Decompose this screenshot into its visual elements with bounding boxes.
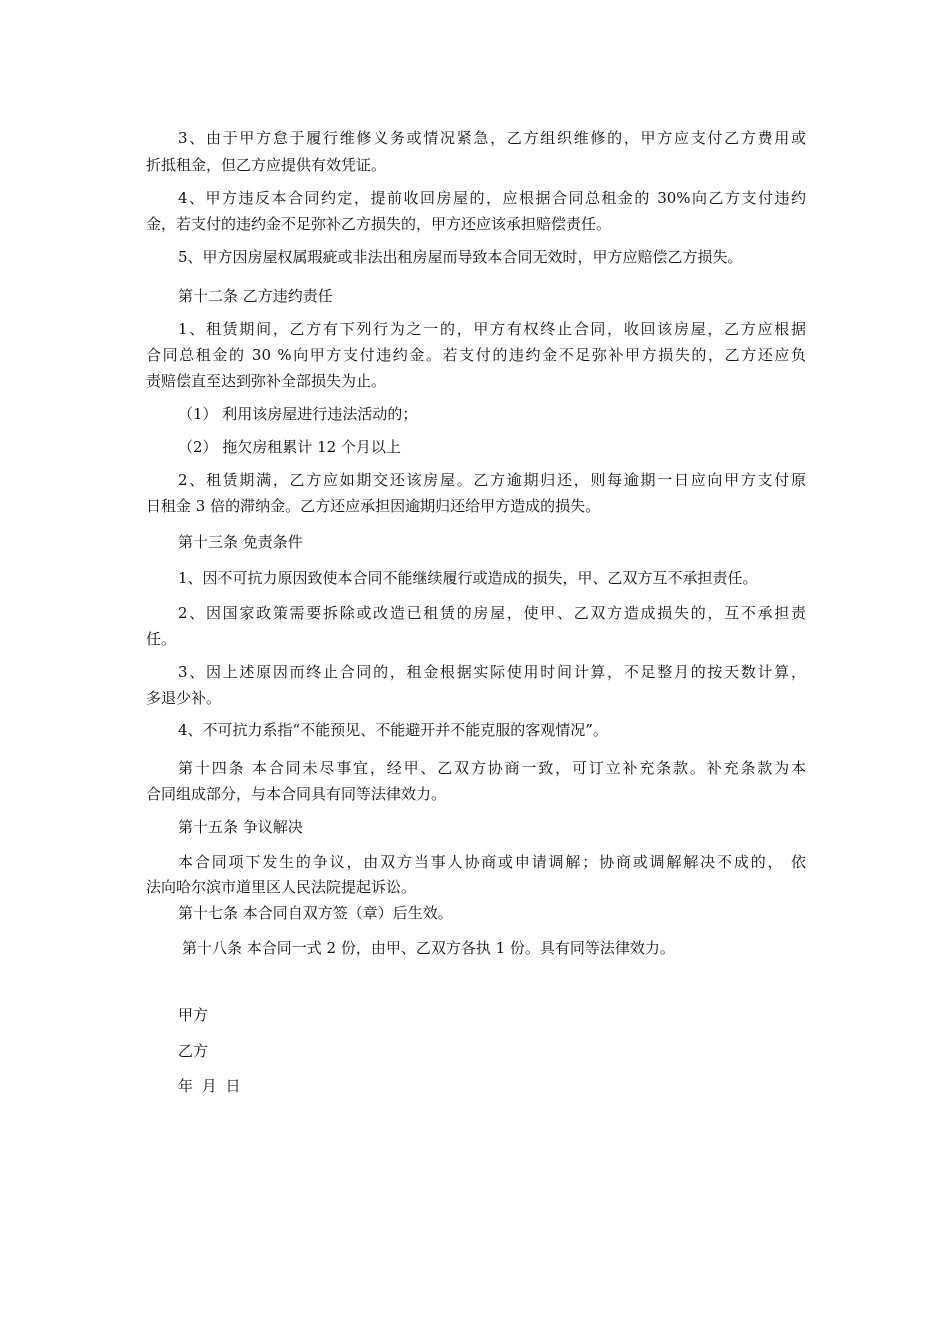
paragraph-line: 4、甲方违反本合同约定，提前收回房屋的，应根据合同总租金的 30%向乙方支付违约 xyxy=(178,189,806,207)
section-heading: 第十二条 乙方违约责任 xyxy=(178,287,333,305)
paragraph-line: 2、因国家政策需要拆除或改造已租赁的房屋，使甲、乙双方造成损失的，互不承担责 xyxy=(178,604,806,622)
list-item: （2） 拖欠房租累计 12 个月以上 xyxy=(178,438,401,456)
paragraph-line: 第十七条 本合同自双方签（章）后生效。 xyxy=(178,904,453,922)
paragraph-line: 金，若支付的违约金不足弥补乙方损失的，甲方还应该承担赔偿责任。 xyxy=(146,215,612,233)
section-heading: 第十三条 免责条件 xyxy=(178,533,303,551)
signature-date: 年 月 日 xyxy=(178,1077,241,1095)
paragraph-line: 本合同项下发生的争议，由双方当事人协商或申请调解；协商或调解解决不成的， 依 xyxy=(178,853,806,871)
paragraph-line: 责赔偿直至达到弥补全部损失为止。 xyxy=(146,372,387,390)
paragraph-line: 法向哈尔滨市道里区人民法院提起诉讼。 xyxy=(146,878,417,896)
paragraph-line: 4、不可抗力系指“不能预见、不能避开并不能克服的客观情况”。 xyxy=(178,721,608,739)
paragraph-line: 2、租赁期满，乙方应如期交还该房屋。乙方逾期归还，则每逾期一日应向甲方支付原 xyxy=(178,471,806,489)
paragraph-line: 1、租赁期间，乙方有下列行为之一的，甲方有权终止合同，收回该房屋，乙方应根据 xyxy=(178,320,806,338)
list-item: （1） 利用该房屋进行违法活动的； xyxy=(178,405,418,423)
paragraph-line: 3、由于甲方怠于履行维修义务或情况紧急，乙方组织维修的，甲方应支付乙方费用或 xyxy=(178,129,806,147)
paragraph-line: 日租金 3 倍的滞纳金。乙方还应承担因逾期归还给甲方造成的损失。 xyxy=(146,497,601,515)
section-heading: 第十五条 争议解决 xyxy=(178,818,303,836)
paragraph-line: 任。 xyxy=(146,630,177,648)
paragraph-line: 合同组成部分，与本合同具有同等法律效力。 xyxy=(146,785,447,803)
paragraph-line: 多退少补。 xyxy=(146,689,222,707)
paragraph-line: 第十四条 本合同未尽事宜，经甲、乙双方协商一致，可订立补充条款。补充条款为本 xyxy=(178,759,806,777)
paragraph-line: 3、因上述原因而终止合同的，租金根据实际使用时间计算，不足整月的按天数计算， xyxy=(178,663,806,681)
paragraph-line: 5、甲方因房屋权属瑕疵或非法出租房屋而导致本合同无效时，甲方应赔偿乙方损失。 xyxy=(178,248,743,266)
paragraph-line: 合同总租金的 30 %向甲方支付违约金。若支付的违约金不足弥补甲方损失的，乙方还应负 xyxy=(146,346,806,364)
signature-party-a: 甲方 xyxy=(178,1006,209,1024)
signature-party-b: 乙方 xyxy=(178,1042,209,1060)
paragraph-line: 1、因不可抗力原因致使本合同不能继续履行或造成的损失，甲、乙双方互不承担责任。 xyxy=(178,569,758,587)
paragraph-line: 第十八条 本合同一式 2 份，由甲、乙双方各执 1 份。具有同等法律效力。 xyxy=(182,939,675,957)
paragraph-line: 折抵租金，但乙方应提供有效凭证。 xyxy=(146,156,387,174)
